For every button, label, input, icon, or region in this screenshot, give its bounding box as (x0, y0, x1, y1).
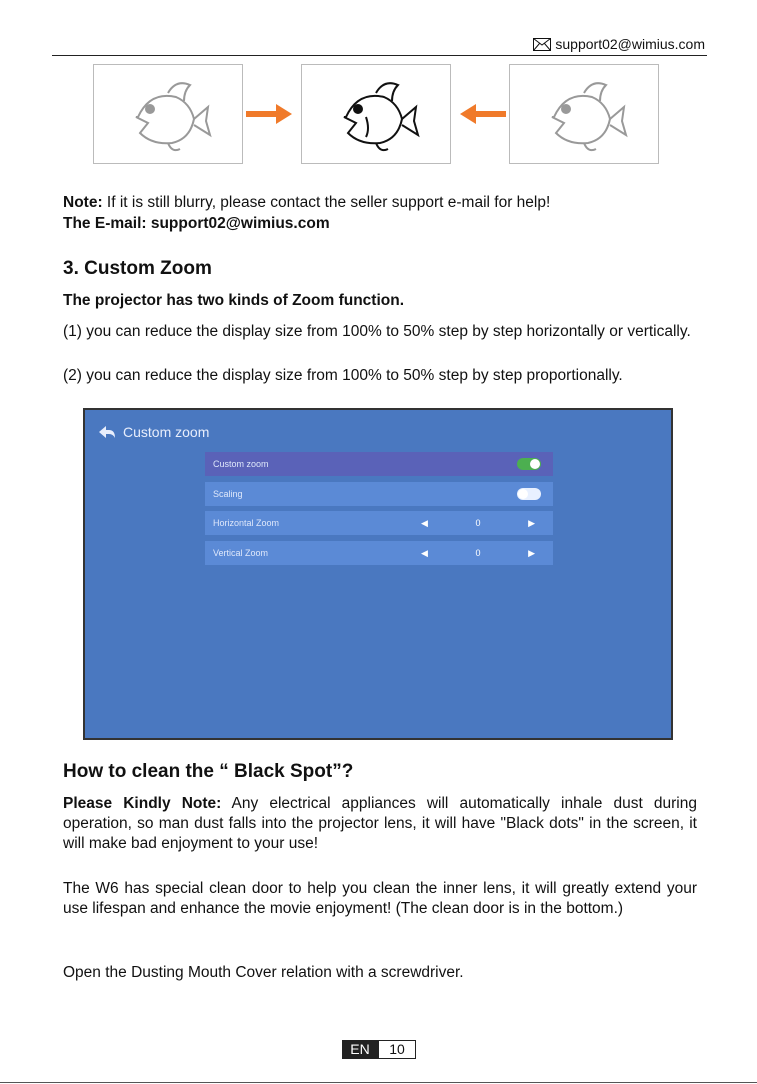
clean-note-label: Please Kindly Note: (63, 795, 222, 812)
clean-door-paragraph: The W6 has special clean door to help you clean the inner lens, it will greatly extend your use lifespan and enhance the movie enjoyment! (The clean door is in the bottom.) (63, 880, 697, 917)
header-email-text: support02@wimius.com (555, 36, 705, 52)
menu-row-vertical-zoom[interactable] (205, 541, 553, 565)
header-email (533, 36, 705, 52)
page-number (342, 1040, 416, 1059)
screen-title: Custom zoom (123, 424, 210, 440)
menu-row-custom-zoom[interactable] (205, 452, 553, 476)
clean-heading: How to clean the “ Black Spot”? (63, 761, 354, 782)
custom-zoom-toggle[interactable] (517, 458, 541, 470)
menu-row-label: Scaling (213, 489, 243, 499)
zoom-item-2: (2) you can reduce the display size from 100% to 50% step by step proportionally. (63, 367, 623, 384)
clean-note-paragraph (63, 794, 697, 854)
zoom-heading: 3. Custom Zoom (63, 258, 212, 279)
dusting-cover-paragraph: Open the Dusting Mouth Cover relation with a screwdriver. (63, 964, 464, 981)
arrow-right-icon (246, 104, 292, 124)
vertical-zoom-stepper[interactable] (403, 541, 553, 565)
footer-divider (0, 1082, 757, 1083)
note-paragraph (63, 193, 703, 213)
note-email-line: The E-mail: support02@wimius.com (63, 215, 330, 232)
chevron-left-icon[interactable]: ◀ (421, 547, 428, 558)
custom-zoom-screen (83, 408, 673, 740)
zoom-item-1: (1) you can reduce the display size from 100% to 50% step by step horizontally or vertically. (63, 323, 691, 340)
menu-row-label: Horizontal Zoom (213, 518, 280, 528)
figure-blurry-left (93, 64, 243, 164)
chevron-right-icon[interactable]: ▶ (528, 547, 535, 558)
zoom-subheading: The projector has two kinds of Zoom function. (63, 292, 404, 309)
horizontal-zoom-stepper[interactable] (403, 511, 553, 535)
fish-icon (510, 65, 658, 163)
menu-row-label: Custom zoom (213, 459, 269, 469)
vertical-zoom-value: 0 (475, 548, 481, 558)
figure-blurry-right (509, 64, 659, 164)
chevron-left-icon[interactable]: ◀ (421, 517, 428, 528)
figure-focused-center (301, 64, 451, 164)
chevron-right-icon[interactable]: ▶ (528, 517, 535, 528)
menu-row-label: Vertical Zoom (213, 548, 269, 558)
menu-row-horizontal-zoom[interactable] (205, 511, 553, 535)
note-label: Note: (63, 194, 103, 211)
page-number-value: 10 (378, 1040, 416, 1059)
fish-icon (302, 65, 450, 163)
screen-title-bar (99, 424, 209, 440)
note-text: If it is still blurry, please contact the seller support e-mail for help! (102, 194, 551, 211)
mail-icon (533, 38, 551, 51)
horizontal-zoom-value: 0 (475, 518, 481, 528)
fish-icon (94, 65, 242, 163)
arrow-left-icon (460, 104, 506, 124)
language-badge: EN (342, 1040, 378, 1059)
menu-row-scaling[interactable] (205, 482, 553, 506)
header-divider (52, 55, 707, 56)
scaling-toggle[interactable] (517, 488, 541, 500)
back-arrow-icon[interactable] (99, 426, 115, 438)
clean-note-text: Any electrical appliances will automatically inhale dust during operation, so man dust falls into the projector lens, it will have "Black dots" in the screen, it will make bad enjoyment to your use! (63, 795, 697, 852)
